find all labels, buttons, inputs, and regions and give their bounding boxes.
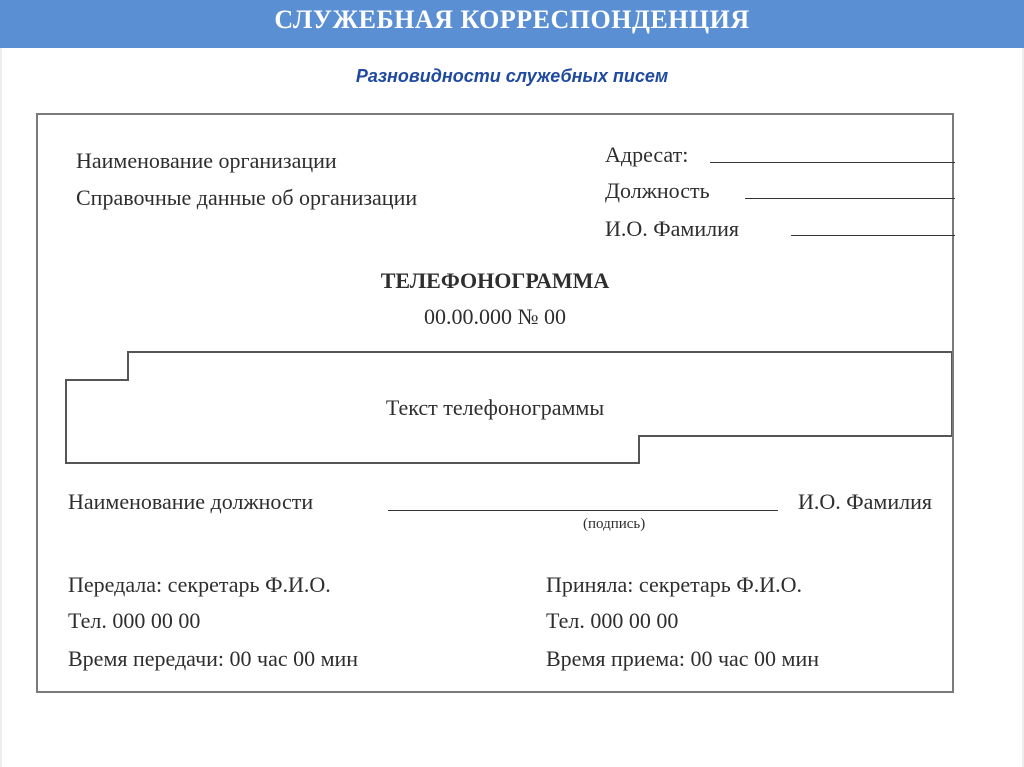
sent-time: Время передачи: 00 час 00 мин	[68, 646, 359, 671]
header-bar	[0, 0, 1024, 48]
received-phone: Тел. 000 00 00	[546, 608, 679, 633]
text-frame	[38, 115, 952, 475]
position-label: Должность	[605, 178, 710, 203]
received-by: Приняла: секретарь Ф.И.О.	[546, 572, 802, 597]
left-edge	[0, 48, 2, 767]
signer-name: И.О. Фамилия	[798, 489, 932, 514]
doc-title: ТЕЛЕФОНОГРАММА	[380, 268, 610, 293]
signer-position: Наименование должности	[68, 489, 314, 514]
signature-hint: (подпись)	[583, 516, 646, 532]
sent-phone: Тел. 000 00 00	[68, 608, 201, 633]
sent-by: Передала: секретарь Ф.И.О.	[68, 572, 331, 597]
telephonogram-form	[36, 113, 954, 693]
name-label: И.О. Фамилия	[605, 216, 739, 241]
org-name: Наименование организации	[76, 148, 337, 173]
doc-number: 00.00.000 № 00	[424, 304, 566, 329]
body-text: Текст телефонограммы	[385, 395, 605, 420]
addressee-label: Адресат:	[605, 142, 689, 167]
subtitle: Разновидности служебных писем	[355, 66, 669, 86]
org-info: Справочные данные об организации	[76, 185, 418, 210]
received-time: Время приема: 00 час 00 мин	[546, 646, 820, 671]
page-title: СЛУЖЕБНАЯ КОРРЕСПОНДЕНЦИЯ	[274, 5, 750, 34]
